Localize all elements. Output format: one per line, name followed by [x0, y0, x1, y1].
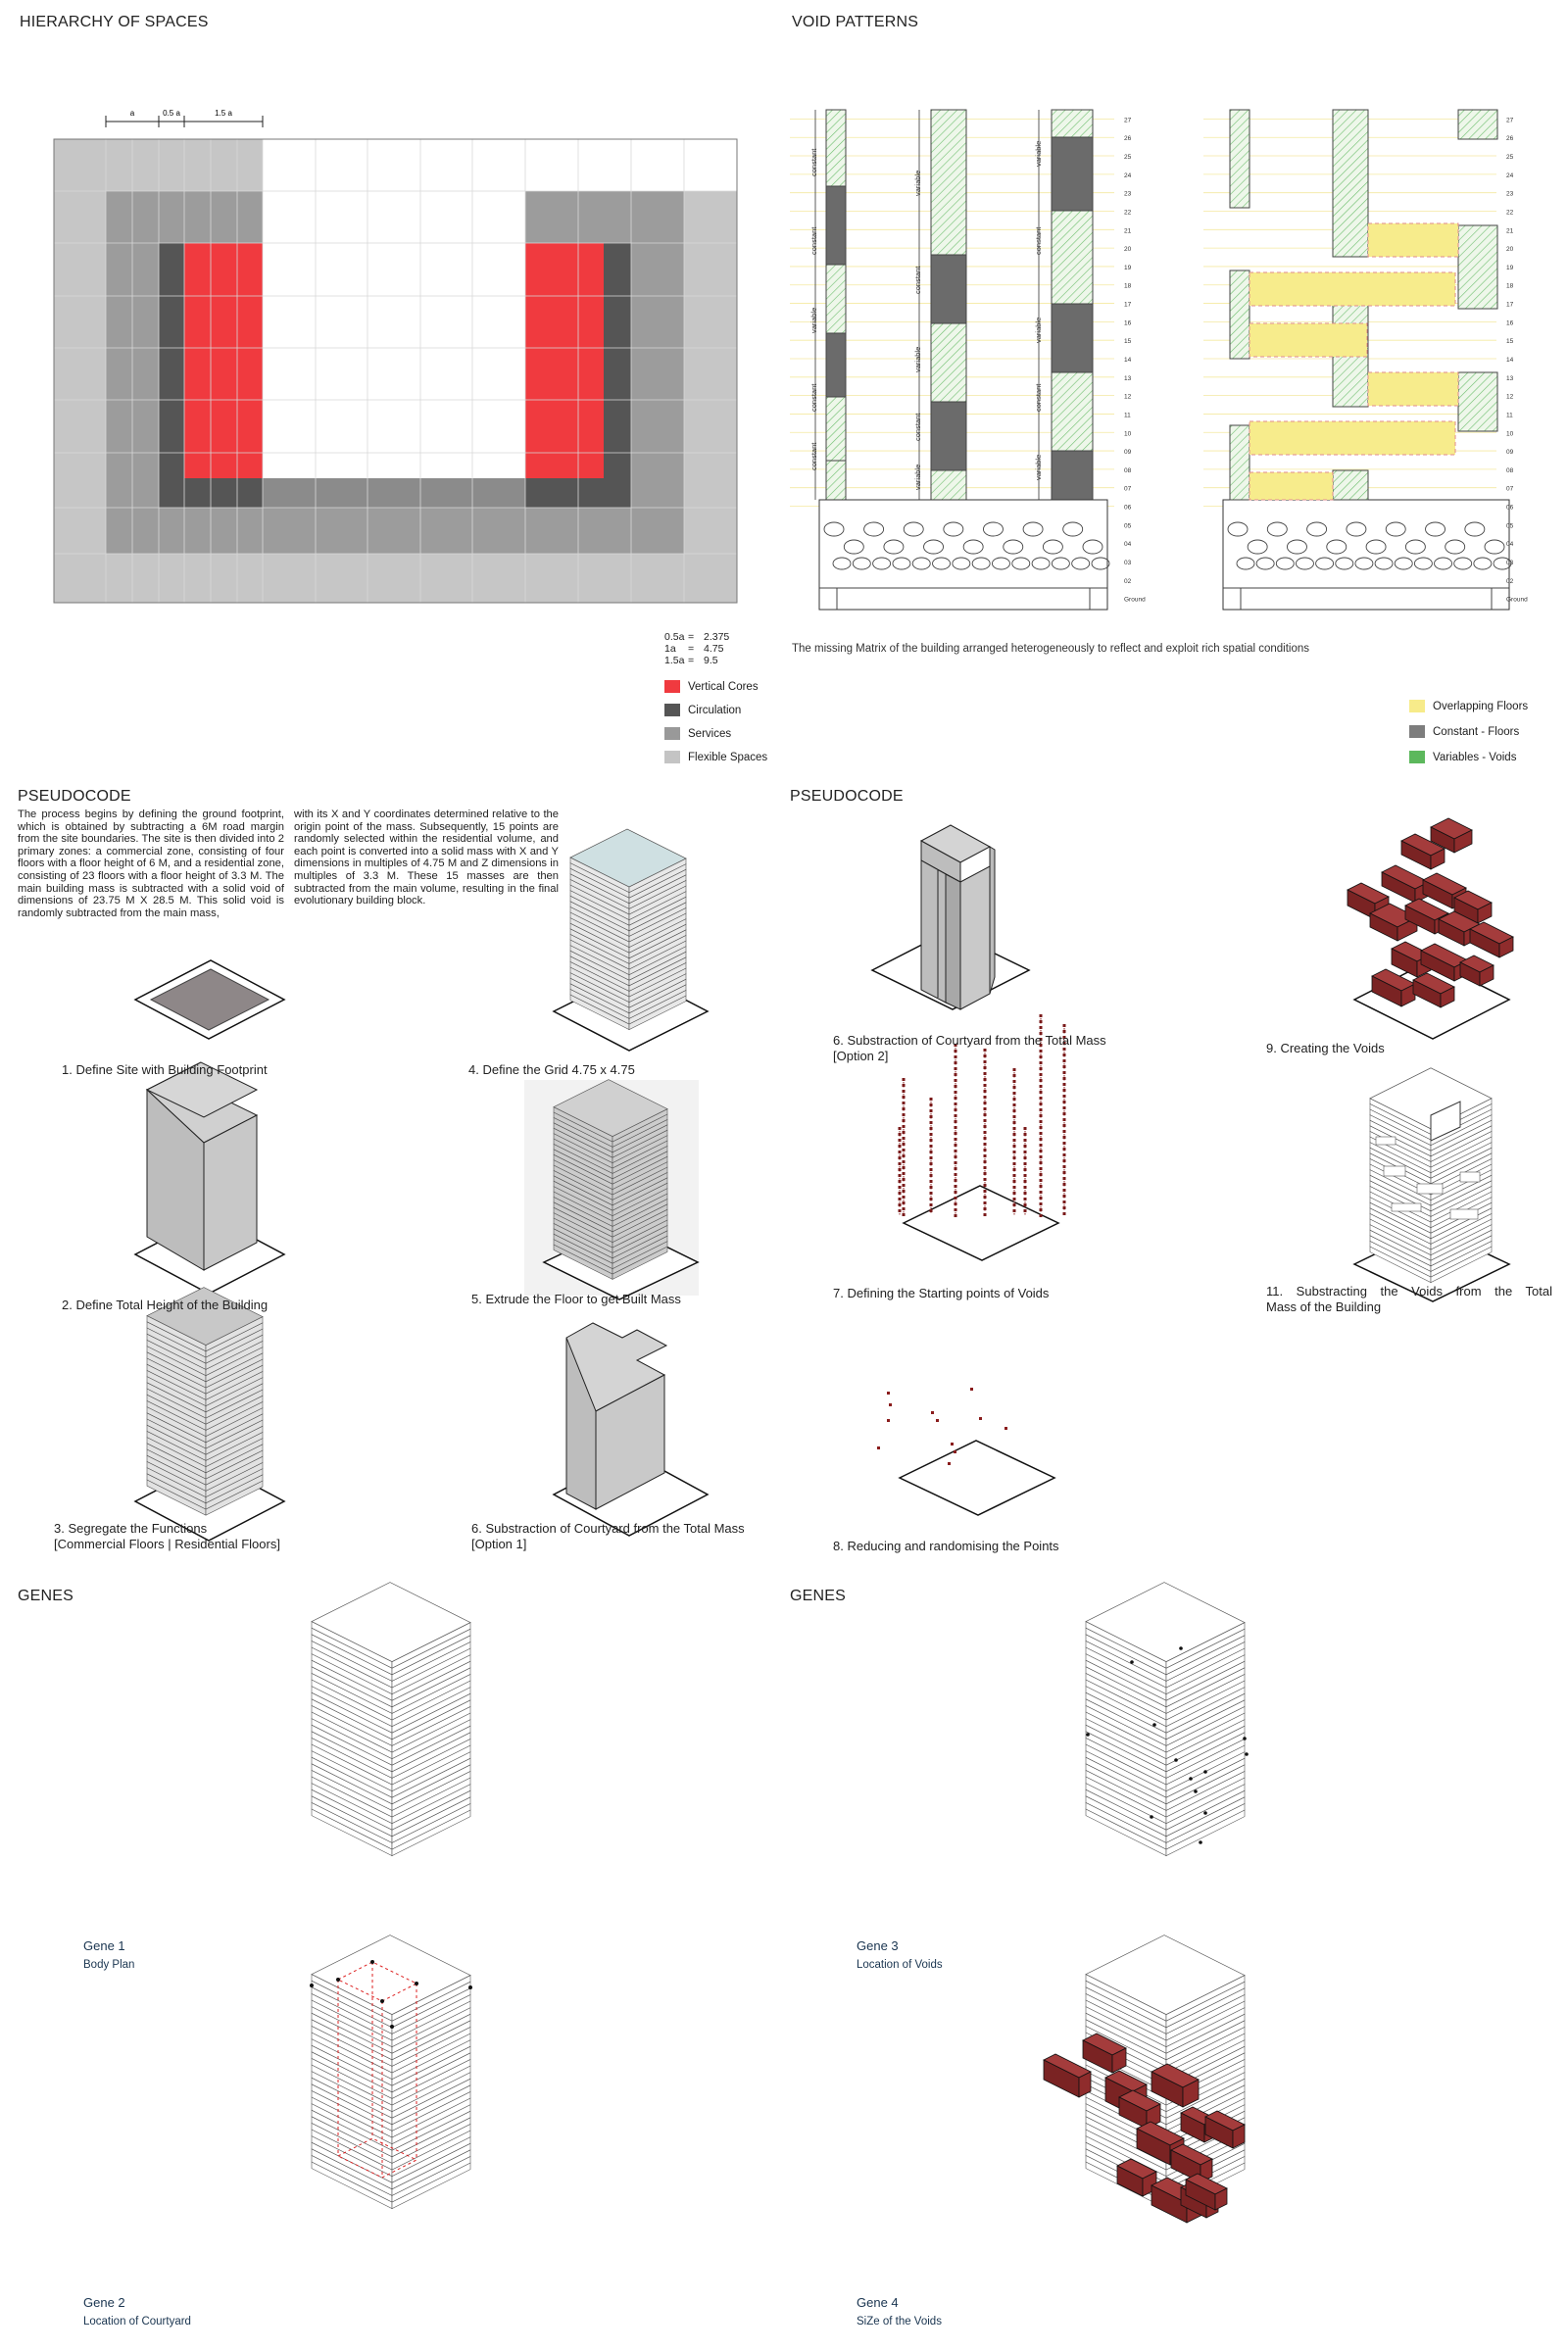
floor-label: 04	[1124, 541, 1132, 549]
step8-caption: 8. Reducing and randomising the Points	[833, 1539, 1059, 1553]
floor-label: 25	[1124, 154, 1132, 162]
step9-voids-diagram	[1348, 818, 1513, 1039]
step1-caption: 1. Define Site with Building Footprint	[62, 1062, 268, 1077]
floor-label: 13	[1124, 374, 1132, 382]
void-column-label: constant	[913, 266, 922, 294]
floor-label: 20	[1506, 246, 1514, 254]
gene4-void-sizes	[1044, 1936, 1245, 2223]
gene2-label: Gene 2 Location of Courtyard	[83, 2295, 191, 2328]
legend-services: Services	[664, 727, 731, 740]
scale-table: 0.5a = 2.375 1a = 4.75 1.5a = 9.5	[664, 631, 730, 666]
gene1-label: Gene 1 Body Plan	[83, 1938, 135, 1971]
step11-caption: 11. Substracting the Voids from the Total Mass of the Building	[1266, 1284, 1552, 1314]
gene3-label: Gene 3 Location of Voids	[857, 1938, 943, 1971]
floor-label: 08	[1506, 466, 1514, 474]
floor-label: 02	[1124, 577, 1132, 585]
step4-grid-diagram	[554, 829, 708, 1051]
floor-label: 09	[1124, 449, 1132, 457]
void-patterns-title: VOID PATTERNS	[792, 14, 919, 30]
floor-label: 08	[1124, 466, 1132, 474]
floor-label: 06	[1506, 504, 1514, 512]
step6-option2-diagram	[872, 825, 1029, 1009]
floor-label: 26	[1124, 135, 1132, 143]
floor-label: 16	[1124, 319, 1132, 327]
step7-caption: 7. Defining the Starting points of Voids	[833, 1286, 1050, 1300]
genes-left-title: GENES	[18, 1588, 74, 1604]
legend-variables-voids: Variables - Voids	[1409, 751, 1516, 763]
floor-label: 23	[1124, 190, 1132, 198]
hierarchy-title: HIERARCHY OF SPACES	[20, 14, 209, 30]
floor-label: 18	[1506, 282, 1514, 290]
pseudocode-right-title: PSEUDOCODE	[790, 788, 904, 805]
step5-extrude-diagram	[524, 1080, 699, 1299]
step9-caption: 9. Creating the Voids	[1266, 1041, 1385, 1055]
void-column-label: constant	[809, 442, 818, 470]
void-column-label: variable	[1034, 140, 1043, 167]
floor-label: 07	[1124, 485, 1132, 493]
gene3-void-locations	[1086, 1583, 1249, 1856]
step8-points-diagram	[877, 1388, 1054, 1515]
floor-label: 26	[1506, 135, 1514, 143]
floor-label: 14	[1506, 357, 1514, 364]
floor-label: Ground	[1124, 596, 1146, 604]
step3-stack-diagram	[135, 1288, 284, 1541]
floor-label: 15	[1124, 338, 1132, 346]
step4-caption: 4. Define the Grid 4.75 x 4.75	[468, 1062, 635, 1077]
floor-label: 11	[1124, 412, 1131, 419]
floor-label: 24	[1506, 172, 1514, 179]
step6-option2-caption: 6. Substraction of Courtyard from the Total Mass [Option 2]	[833, 1033, 1106, 1063]
genes-right-title: GENES	[790, 1588, 847, 1604]
step11-tower-diagram	[1354, 1068, 1509, 1301]
floor-label: 05	[1124, 522, 1132, 530]
floor-label: 14	[1124, 357, 1132, 364]
step5-caption: 5. Extrude the Floor to get Built Mass	[471, 1292, 681, 1306]
floor-label: 19	[1124, 264, 1132, 271]
floor-label: 23	[1506, 190, 1514, 198]
floor-label: 20	[1124, 246, 1132, 254]
floor-label: 27	[1124, 117, 1132, 124]
pseudocode-diagrams-left	[0, 804, 784, 1588]
floor-label: 07	[1506, 485, 1514, 493]
gene1-body-plan	[312, 1583, 470, 1856]
step6-option1-diagram	[554, 1323, 708, 1536]
step6-option1-caption: 6. Substraction of Courtyard from the Total Mass [Option 1]	[471, 1521, 745, 1551]
pseudocode-diagrams-right	[784, 804, 1568, 1588]
floor-label: 27	[1506, 117, 1514, 124]
gene2-courtyard	[310, 1936, 472, 2209]
legend-vertical-cores: Vertical Cores	[664, 680, 759, 693]
pseudocode-paragraph-2: with its X and Y coordinates determined relative to the origin point of the mass. Subsequently, 15 points are randomly selected within the residential volume, and each point is converted into a solid mass with X and Y dimensions in multiples of 4.75 M and Z dimensions in multiples of 3.3 M. These 15 masses are then subtracted from the main volume, resulting in the final evolutionary building block.	[294, 808, 559, 907]
genes-diagrams	[0, 1607, 1568, 2352]
void-column-label: constant	[1034, 383, 1043, 412]
floor-label: 03	[1506, 559, 1514, 566]
step1-site-diagram	[135, 960, 284, 1039]
floor-label: 12	[1124, 393, 1132, 401]
void-column-label: constant	[913, 413, 922, 441]
floor-label: 21	[1124, 227, 1132, 235]
floor-label: 09	[1506, 449, 1514, 457]
void-pattern-diagram	[784, 0, 1568, 604]
floor-label: 04	[1506, 541, 1514, 549]
void-column-label: variable	[1034, 317, 1043, 343]
floor-label: 17	[1124, 301, 1132, 309]
hierarchy-plan	[0, 0, 745, 549]
legend-circulation: Circulation	[664, 704, 741, 716]
floor-label: 12	[1506, 393, 1514, 401]
floor-label: 18	[1124, 282, 1132, 290]
floor-label: 25	[1506, 154, 1514, 162]
floor-label: Ground	[1506, 596, 1528, 604]
gene4-label: Gene 4 SiZe of the Voids	[857, 2295, 942, 2328]
void-column-label: constant	[809, 148, 818, 176]
void-column-label: variable	[913, 346, 922, 372]
floor-label: 24	[1124, 172, 1132, 179]
floor-label: 13	[1506, 374, 1514, 382]
floor-label: 06	[1124, 504, 1132, 512]
floor-label: 03	[1124, 559, 1132, 566]
floor-label: 10	[1124, 430, 1132, 438]
step2-height-diagram	[135, 1062, 284, 1294]
void-column-label: variable	[913, 464, 922, 490]
pseudocode-left-title: PSEUDOCODE	[18, 788, 131, 805]
legend-constant-floors: Constant - Floors	[1409, 725, 1519, 738]
floor-label: 02	[1506, 577, 1514, 585]
floor-label: 22	[1124, 209, 1132, 217]
floor-label: 10	[1506, 430, 1514, 438]
step2-caption: 2. Define Total Height of the Building	[62, 1298, 269, 1312]
legend-overlapping-floors: Overlapping Floors	[1409, 700, 1528, 712]
floor-label: 11	[1506, 412, 1513, 419]
void-column-label: variable	[1034, 454, 1043, 480]
dim-label-one-half-a: 1.5 a	[215, 109, 232, 118]
dim-label-a: a	[129, 109, 135, 118]
void-column-label: variable	[809, 307, 818, 333]
floor-label: 16	[1506, 319, 1514, 327]
void-caption: The missing Matrix of the building arranged heterogeneously to reflect and exploit rich spatial conditions	[792, 643, 1310, 655]
dim-label-half-a: 0.5 a	[163, 109, 180, 118]
floor-label: 17	[1506, 301, 1514, 309]
floor-label: 05	[1506, 522, 1514, 530]
floor-label: 19	[1506, 264, 1514, 271]
step3-caption: 3. Segregate the Functions [Commercial Floors | Residential Floors]	[54, 1521, 280, 1551]
void-column-label: constant	[809, 383, 818, 412]
pseudocode-paragraph-1: The process begins by defining the ground footprint, which is obtained by subtracting a 6M road margin from the site boundaries. The site is then divided into 2 primary zones: a commercial zone, consisting of four floors with a floor height of 6 M, and a residential zone, consisting of 23 floors with a floor height of 3.3 M. The main building mass is subtracted with a solid void of dimensions of 23.75 M X 28.5 M. This solid void is randomly subtracted from the main mass,	[18, 808, 284, 919]
floor-label: 15	[1506, 338, 1514, 346]
floor-label: 21	[1506, 227, 1514, 235]
legend-flexible-spaces: Flexible Spaces	[664, 751, 767, 763]
void-column-label: variable	[913, 170, 922, 196]
void-column-label: constant	[809, 226, 818, 255]
floor-label: 22	[1506, 209, 1514, 217]
void-column-label: constant	[1034, 226, 1043, 255]
